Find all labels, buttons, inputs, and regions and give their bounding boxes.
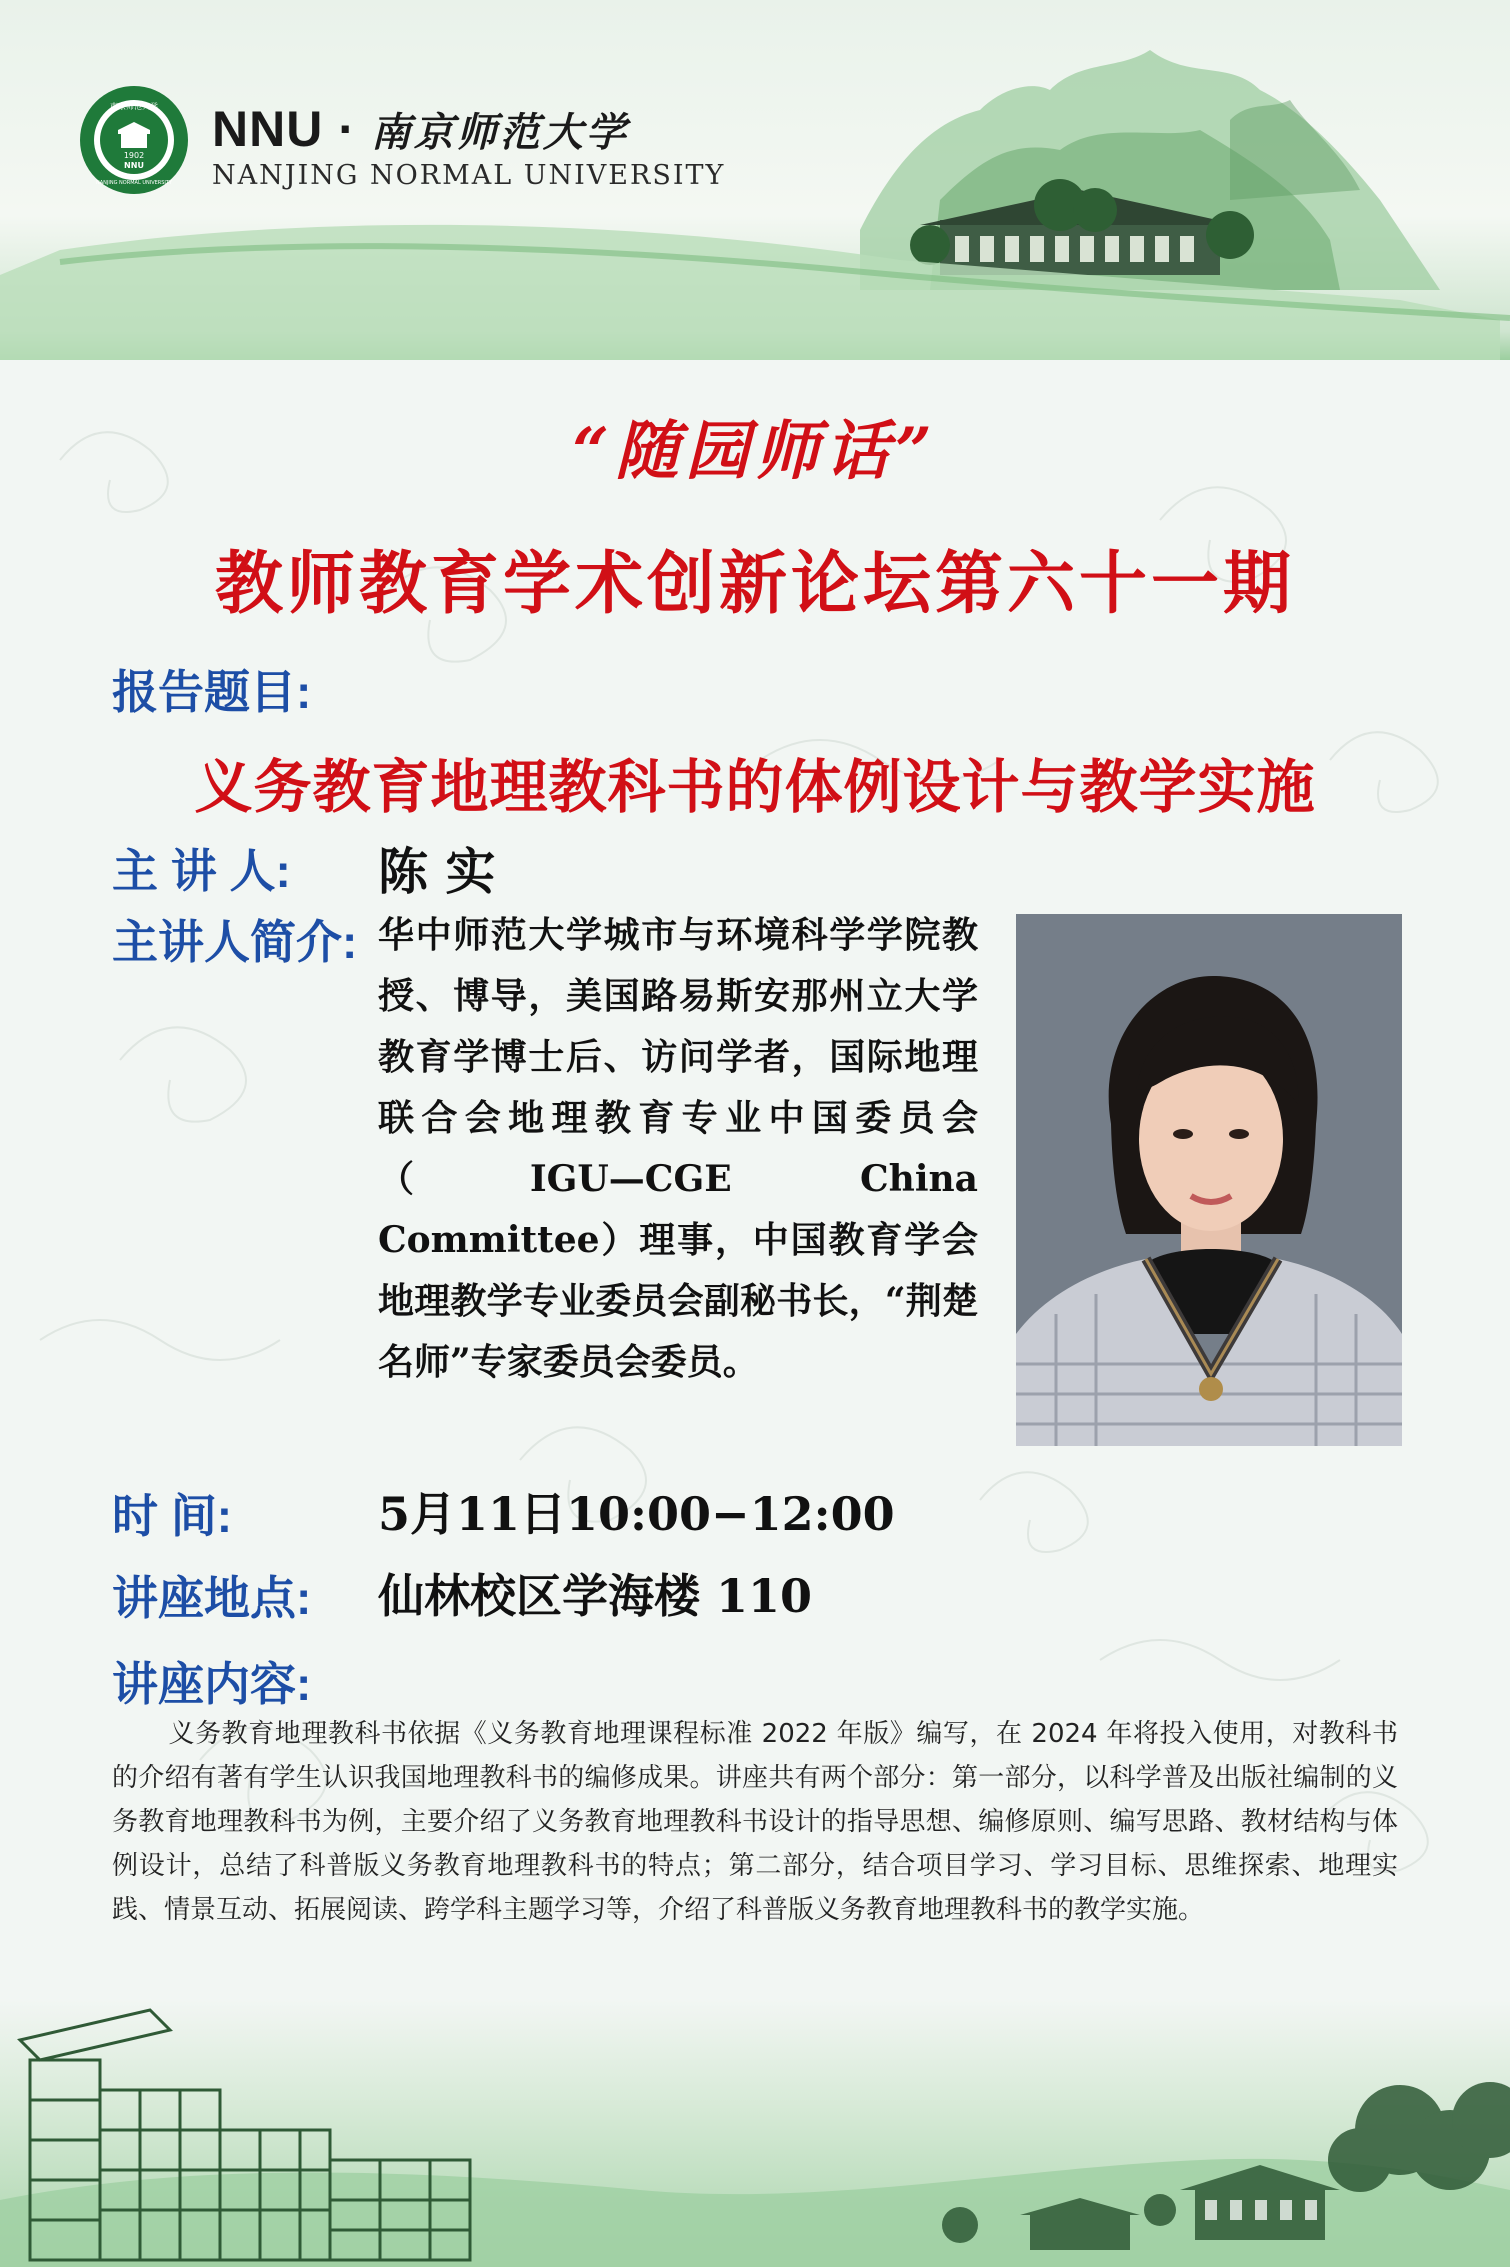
bio-label: 主讲人简介: bbox=[112, 916, 358, 968]
svg-text:南京师范大学: 南京师范大学 bbox=[110, 102, 158, 111]
venue-value: 仙林校区学海楼 110 bbox=[378, 1569, 813, 1623]
content-text bbox=[112, 1712, 1398, 1932]
brand-abbr: NNU bbox=[212, 101, 324, 157]
venue-label: 讲座地点: bbox=[112, 1572, 312, 1624]
time-label: 时 间: bbox=[112, 1490, 233, 1542]
header-band bbox=[0, 0, 1510, 360]
svg-text:NNU: NNU bbox=[124, 161, 144, 170]
speaker-label: 主 讲 人: bbox=[112, 845, 291, 897]
topic-label: 报告题目: bbox=[112, 666, 312, 718]
campus-skyline-illustration bbox=[0, 2000, 1510, 2267]
time-value: 5月11日10:00−12:00 bbox=[378, 1487, 895, 1541]
topic-title: 义务教育地理教科书的体例设计与教学实施 bbox=[194, 753, 1316, 821]
university-emblem bbox=[78, 84, 190, 196]
svg-text:1902: 1902 bbox=[123, 151, 145, 160]
speaker-photo bbox=[1016, 914, 1402, 1446]
forum-title: 教师教育学术创新论坛第六十一期 bbox=[214, 544, 1295, 624]
brand-english-name: NANJING NORMAL UNIVERSITY bbox=[212, 160, 726, 191]
brand-separator: · bbox=[338, 101, 356, 157]
brand-chinese-name: 南京师范大学 bbox=[370, 109, 629, 156]
content-paragraph: 义务教育地理教科书依据《义务教育地理课程标准 2022 年版》编写，在 2024 年将投入使用，对教科书的介绍有著有学生认识我国地理教科书的编修成果。讲座共有两个部分：第一部分，以科学普及出版社编制的义务教育地理教科书为例，主要介绍了义务教育地理教科书设计的指导思想、编修原则、编写思路、教材结构与体例设计，总结了科普版义务教育地理教科书的特点；第二部分，结合项目学习、学习目标、思维探索、地理实践、情景互动、拓展阅读、跨学科主题学习等，介绍了科普版义务教育地理教科书的教学实施。 bbox=[112, 1719, 1398, 1925]
university-brand bbox=[212, 100, 629, 158]
series-title: “随园师话” bbox=[572, 414, 938, 489]
speaker-name: 陈 实 bbox=[378, 842, 496, 901]
svg-text:NANJING NORMAL UNIVERSITY: NANJING NORMAL UNIVERSITY bbox=[96, 180, 172, 186]
content-label: 讲座内容: bbox=[112, 1658, 312, 1710]
bio-text: 华中师范大学城市与环境科学学院教授、博导，美国路易斯安那州立大学教育学博士后、访问学者，国际地理联合会地理教育专业中国委员会（IGU—CGE China Committee）理事，中国教育学会地理教学专业委员会副秘书长，“荆楚名师”专家委员会委员。 bbox=[378, 914, 978, 1383]
footer-band bbox=[0, 2000, 1510, 2267]
